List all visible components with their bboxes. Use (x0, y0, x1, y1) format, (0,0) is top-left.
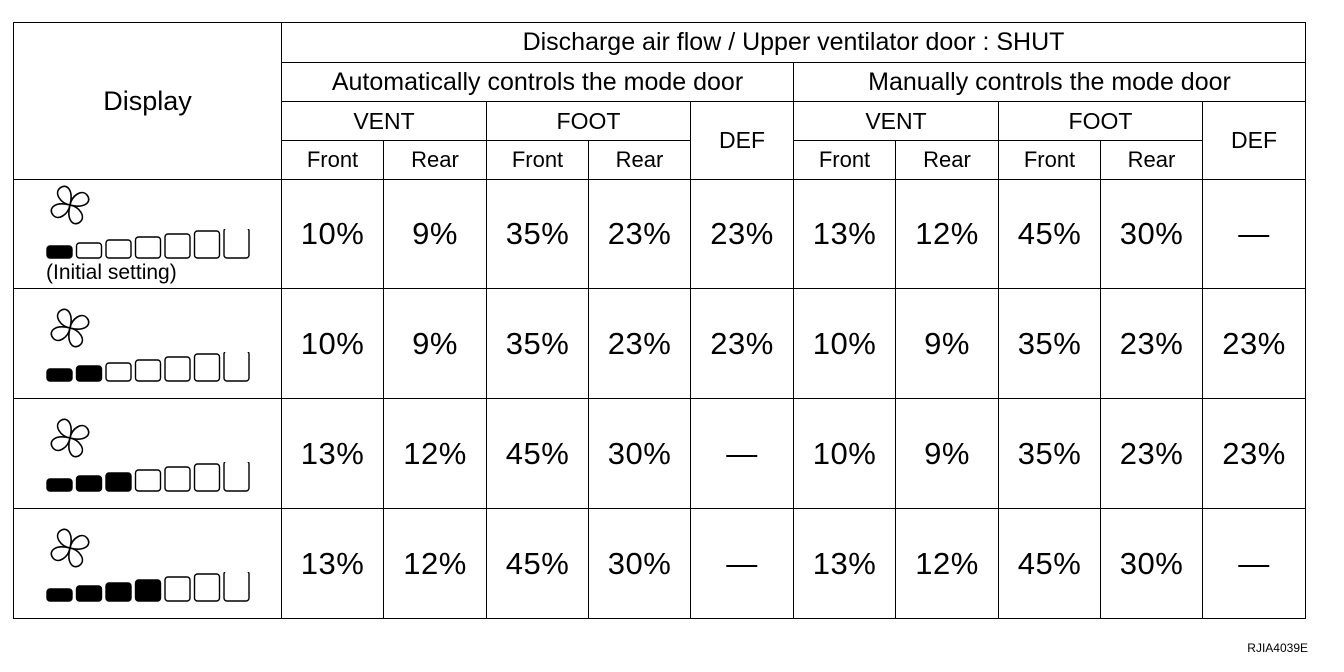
value-cell: — (691, 509, 794, 619)
value-cell: 45% (487, 509, 589, 619)
manual-vent-header: VENT (794, 102, 999, 141)
bar-segment-empty (224, 352, 249, 381)
value-cell: 23% (1101, 399, 1203, 509)
value-cell: 9% (384, 289, 487, 399)
value-cell: 35% (999, 399, 1101, 509)
manual-foot-rear-header: Rear (1101, 141, 1203, 180)
display-cell (14, 399, 282, 509)
auto-vent-header: VENT (282, 102, 487, 141)
fan-icon (46, 416, 94, 460)
value-cell: 9% (384, 180, 487, 289)
bar-segment-empty (106, 240, 131, 258)
manual-def-header: DEF (1203, 102, 1306, 180)
fan-icon (46, 183, 94, 227)
bar-segment-empty (195, 231, 220, 258)
value-cell: 12% (896, 180, 999, 289)
bar-segment-filled (47, 589, 72, 601)
value-cell: 23% (1101, 289, 1203, 399)
bar-segment-empty (165, 357, 190, 381)
fan-icon (46, 526, 94, 570)
auto-foot-header: FOOT (487, 102, 691, 141)
group-manual-header: Manually controls the mode door (794, 63, 1306, 102)
value-cell: 35% (487, 180, 589, 289)
value-cell: 23% (589, 289, 691, 399)
value-cell: 12% (896, 509, 999, 619)
fan-speed-bar-icon (46, 462, 256, 492)
bar-segment-filled (47, 479, 72, 491)
bar-segment-empty (77, 243, 102, 258)
value-cell: 30% (1101, 180, 1203, 289)
table-row (14, 180, 1306, 289)
value-cell: 35% (487, 289, 589, 399)
auto-vent-rear-header: Rear (384, 141, 487, 180)
manual-foot-front-header: Front (999, 141, 1101, 180)
auto-foot-rear-header: Rear (589, 141, 691, 180)
bar-segment-filled (77, 586, 102, 601)
value-cell: 10% (794, 289, 896, 399)
value-cell: 13% (794, 509, 896, 619)
bar-segment-empty (195, 464, 220, 491)
auto-foot-front-header: Front (487, 141, 589, 180)
table-row (14, 509, 1306, 619)
manual-foot-header: FOOT (999, 102, 1203, 141)
value-cell: 12% (384, 509, 487, 619)
bar-segment-empty (195, 574, 220, 601)
value-cell: 13% (282, 399, 384, 509)
fan-speed-bar-icon (46, 229, 256, 259)
bar-segment-filled (106, 583, 131, 601)
manual-vent-front-header: Front (794, 141, 896, 180)
table-row (14, 289, 1306, 399)
value-cell: 13% (282, 509, 384, 619)
bar-segment-empty (136, 470, 161, 491)
value-cell: 9% (896, 399, 999, 509)
value-cell: 45% (999, 509, 1101, 619)
bar-segment-empty (165, 234, 190, 258)
bar-segment-filled (47, 369, 72, 381)
display-cell (14, 289, 282, 399)
value-cell: 23% (589, 180, 691, 289)
table-title: Discharge air flow / Upper ventilator door : SHUT (282, 23, 1306, 63)
fan-icon (46, 306, 94, 350)
value-cell: 9% (896, 289, 999, 399)
value-cell: 12% (384, 399, 487, 509)
value-cell: 30% (1101, 509, 1203, 619)
value-cell: 10% (794, 399, 896, 509)
value-cell: 13% (794, 180, 896, 289)
table-row (14, 399, 1306, 509)
value-cell: 10% (282, 289, 384, 399)
value-cell: — (691, 399, 794, 509)
bar-segment-filled (106, 473, 131, 491)
group-auto-header: Automatically controls the mode door (282, 63, 794, 102)
auto-def-header: DEF (691, 102, 794, 180)
fan-speed-bar-icon (46, 352, 256, 382)
figure-code: RJIA4039E (1247, 641, 1308, 655)
bar-segment-empty (136, 360, 161, 381)
value-cell: 23% (691, 180, 794, 289)
value-cell: 10% (282, 180, 384, 289)
value-cell: 30% (589, 399, 691, 509)
display-cell (14, 180, 282, 289)
value-cell: 30% (589, 509, 691, 619)
display-header: Display (14, 23, 282, 180)
bar-segment-filled (136, 580, 161, 601)
bar-segment-filled (77, 366, 102, 381)
auto-vent-front-header: Front (282, 141, 384, 180)
bar-segment-empty (165, 577, 190, 601)
value-cell: 35% (999, 289, 1101, 399)
initial-setting-caption: (Initial setting) (46, 261, 177, 284)
bar-segment-filled (77, 476, 102, 491)
value-cell: 23% (1203, 399, 1306, 509)
airflow-table (13, 22, 1306, 619)
bar-segment-empty (224, 229, 249, 258)
value-cell: — (1203, 509, 1306, 619)
display-cell (14, 509, 282, 619)
manual-vent-rear-header: Rear (896, 141, 999, 180)
bar-segment-empty (106, 363, 131, 381)
fan-speed-bar-icon (46, 572, 256, 602)
bar-segment-filled (47, 246, 72, 258)
bar-segment-empty (136, 237, 161, 258)
value-cell: 45% (487, 399, 589, 509)
value-cell: — (1203, 180, 1306, 289)
bar-segment-empty (224, 462, 249, 491)
bar-segment-empty (195, 354, 220, 381)
value-cell: 45% (999, 180, 1101, 289)
bar-segment-empty (224, 572, 249, 601)
value-cell: 23% (1203, 289, 1306, 399)
bar-segment-empty (165, 467, 190, 491)
value-cell: 23% (691, 289, 794, 399)
